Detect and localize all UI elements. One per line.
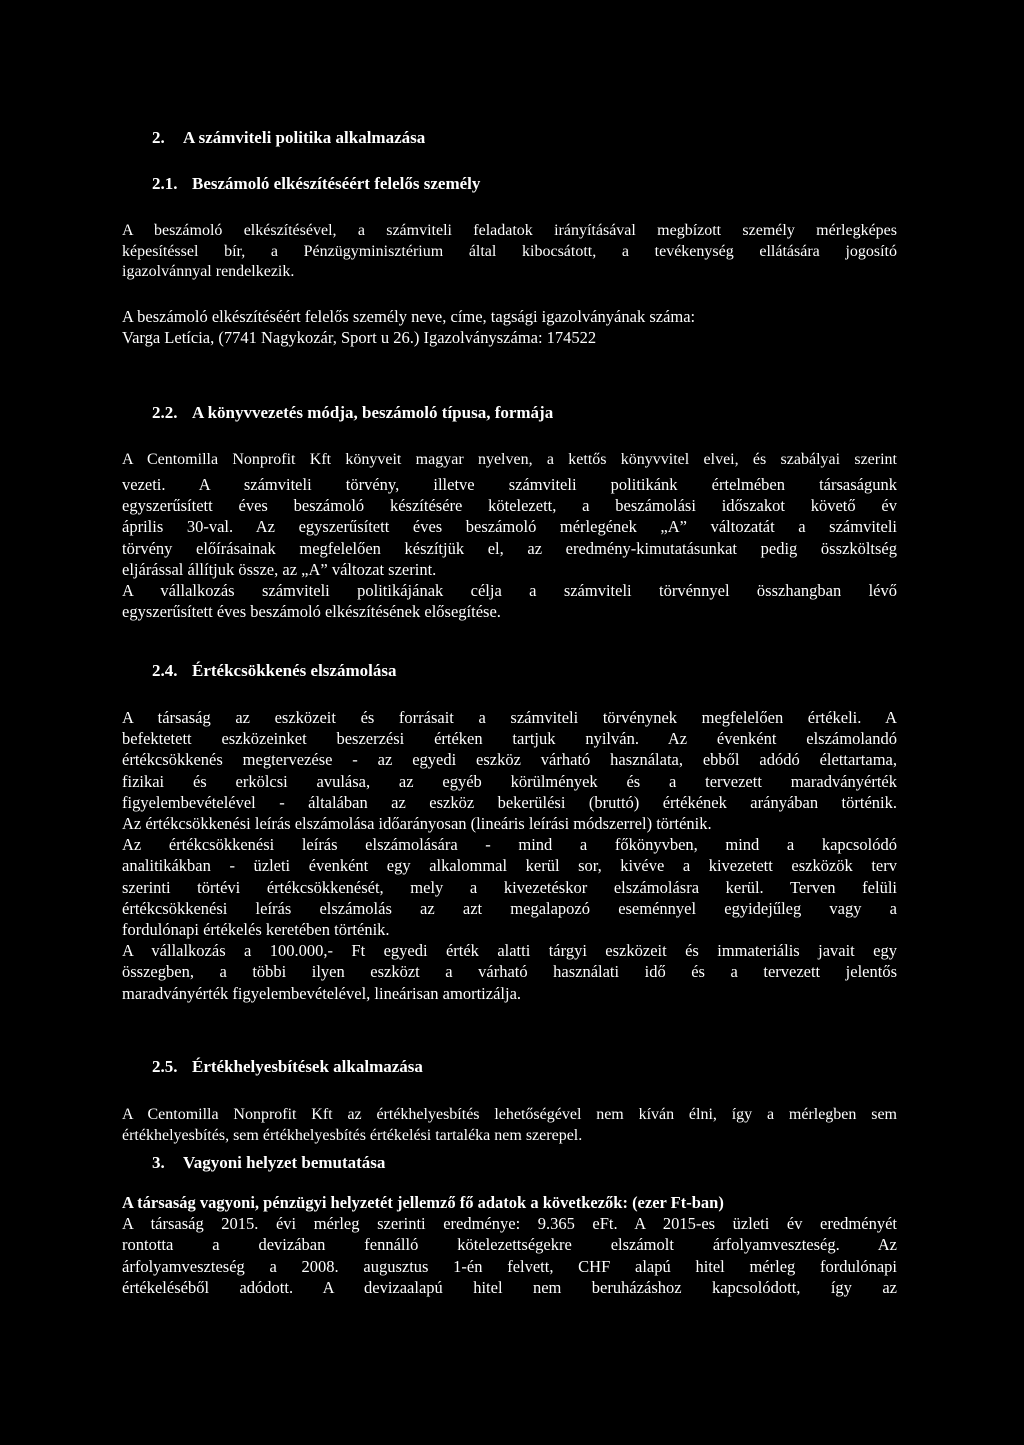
section-3-heading [152,1152,927,1174]
text-line: szerinti törtévi értékcsökkenését, mely a kivezetéskor elszámolásra kerül. Terven felüli [122,877,897,897]
text-line: értékeléséből adódott. A devizaalapú hitel nem beruházáshoz kapcsolódott, így az [122,1277,897,1297]
text-line: igazolvánnyal rendelkezik. [122,263,295,280]
section-2-1-paragraph-2 [122,306,897,348]
text-line-bold: A társaság vagyoni, pénzügyi helyzetét jellemző fő adatok a következők: (ezer Ft-ban) [122,1193,724,1212]
section-2-1-paragraph-1 [122,221,897,283]
text-line: A Centomilla Nonprofit Kft az értékhelyesbítés lehetőségével nem kíván élni, így a mérlegben sem [122,1106,897,1123]
section-2-1-title: Beszámoló elkészítéséért felelős személy [192,174,481,193]
text-line: A társaság 2015. évi mérleg szerinti eredménye: 9.365 eFt. A 2015-es üzleti év eredményét [122,1214,897,1234]
section-2-5-heading [152,1056,927,1078]
text-line: eljárással állítjuk össze, az „A” változat szerint. [122,559,437,579]
text-line: figyelembevételével - általában az eszköz bekerülési (bruttó) értékének arányában történik. [122,792,897,812]
text-line: fordulónapi értékelés keretében történik. [122,920,390,940]
text-line: A beszámoló elkészítéséért felelős személy neve, címe, tagsági igazolványának száma: [122,307,696,326]
section-2-title: A számviteli politika alkalmazása [183,128,426,147]
section-2-5-paragraph [122,1105,897,1146]
text-line: Az értékcsökkenési leírás elszámolása időarányosan (lineáris leírási módszerrel) történik. [122,814,712,834]
text-line: rontotta a devizában fennálló kötelezettségekre elszámolt árfolyamveszteség. Az [122,1235,897,1255]
text-line: törvény előírásainak megfelelően készítjük el, az eredmény-kimutatásunkat pedig összköltség [122,538,897,558]
text-line: összegben, a többi ilyen eszközt a várható használati idő és a tervezett jelentős [122,962,897,982]
section-2-2-paragraph-1 [122,450,897,471]
section-2-4-heading [152,660,927,682]
text-line: vezeti. A számviteli törvény, illetve számviteli politikánk értelmében társaságunk [122,475,897,494]
text-line: A vállalkozás számviteli politikájának célja a számviteli törvénnyel összhangban lévő [122,581,897,601]
text-line: Az értékcsökkenési leírás elszámolására - mind a főkönyvben, mind a kapcsolódó [122,835,897,855]
section-2-2-heading [152,402,927,424]
text-line: értékhelyesbítés, sem értékhelyesbítés értékelési tartaléka nem szerepel. [122,1126,583,1144]
text-line: analitikákban - üzleti évenként egy alkalommal kerül sor, kivéve a kivezetett eszközök terv [122,856,897,876]
text-line: maradványérték figyelembevételével, lineárisan amortizálja. [122,983,522,1003]
text-line: képesítéssel bír, a Pénzügyminisztérium által kibocsátott, a tevékenység ellátására jogosító [122,242,897,260]
section-2-5-title: Értékhelyesbítések alkalmazása [192,1057,423,1076]
text-line: A társaság az eszközeit és forrásait a számviteli törvénynek megfelelően értékeli. A [122,708,897,727]
text-line: árfolyamveszteség a 2008. augusztus 1-én felvett, CHF alapú hitel mérleg fordulónapi [122,1256,897,1276]
section-3-paragraph [122,1192,897,1298]
section-2-2-title: A könyvvezetés módja, beszámoló típusa, formája [192,403,554,422]
section-2-number: 2. [152,128,165,147]
section-2-heading [152,127,927,149]
text-line: A beszámoló elkészítésével, a számviteli feladatok irányításával megbízott személy mérlegképes [122,222,897,239]
section-2-2-number: 2.2. [152,403,178,422]
section-2-4-title: Értékcsökkenés elszámolása [192,661,397,680]
section-2-1-number: 2.1. [152,174,178,193]
text-line: befektetett eszközeinket beszerzési értéken tartjuk nyilván. Az évenként elszámolandó [122,729,897,749]
section-3-number: 3. [152,1153,165,1172]
text-line: egyszerűsített éves beszámoló elkészítésének elősegítése. [122,602,501,622]
section-2-4-number: 2.4. [152,661,178,680]
text-line: értékcsökkenés megtervezése - az egyedi eszköz várható használata, ebből adódó élettartama, [122,750,897,770]
text-line: április 30-val. Az egyszerűsített éves beszámoló mérlegének „A” változatát a számviteli [122,517,897,537]
text-line: fizikai és erkölcsi avulása, az egyéb körülmények és a tervezett maradványérték [122,771,897,791]
section-2-2-paragraph-2 [122,474,897,622]
text-line: értékcsökkenési leírás elszámolás az azt megalapozó eseménnyel egyidejűleg vagy a [122,898,897,918]
section-2-5-number: 2.5. [152,1057,178,1076]
text-line: egyszerűsített éves beszámoló készítésére kötelezett, a beszámolási időszakot követő év [122,496,897,516]
section-2-1-heading [152,173,927,195]
text-line: A Centomilla Nonprofit Kft könyveit magyar nyelven, a kettős könyvvitel elvei, és szabályai szerint [122,451,897,468]
section-2-4-paragraph [122,707,897,1004]
text-line: A vállalkozás a 100.000,- Ft egyedi érték alatti tárgyi eszközeit és immateriális javait egy [122,941,897,961]
text-line: Varga Letícia, (7741 Nagykozár, Sport u 26.) Igazolványszáma: 174522 [122,328,597,348]
section-3-title: Vagyoni helyzet bemutatása [183,1153,386,1172]
